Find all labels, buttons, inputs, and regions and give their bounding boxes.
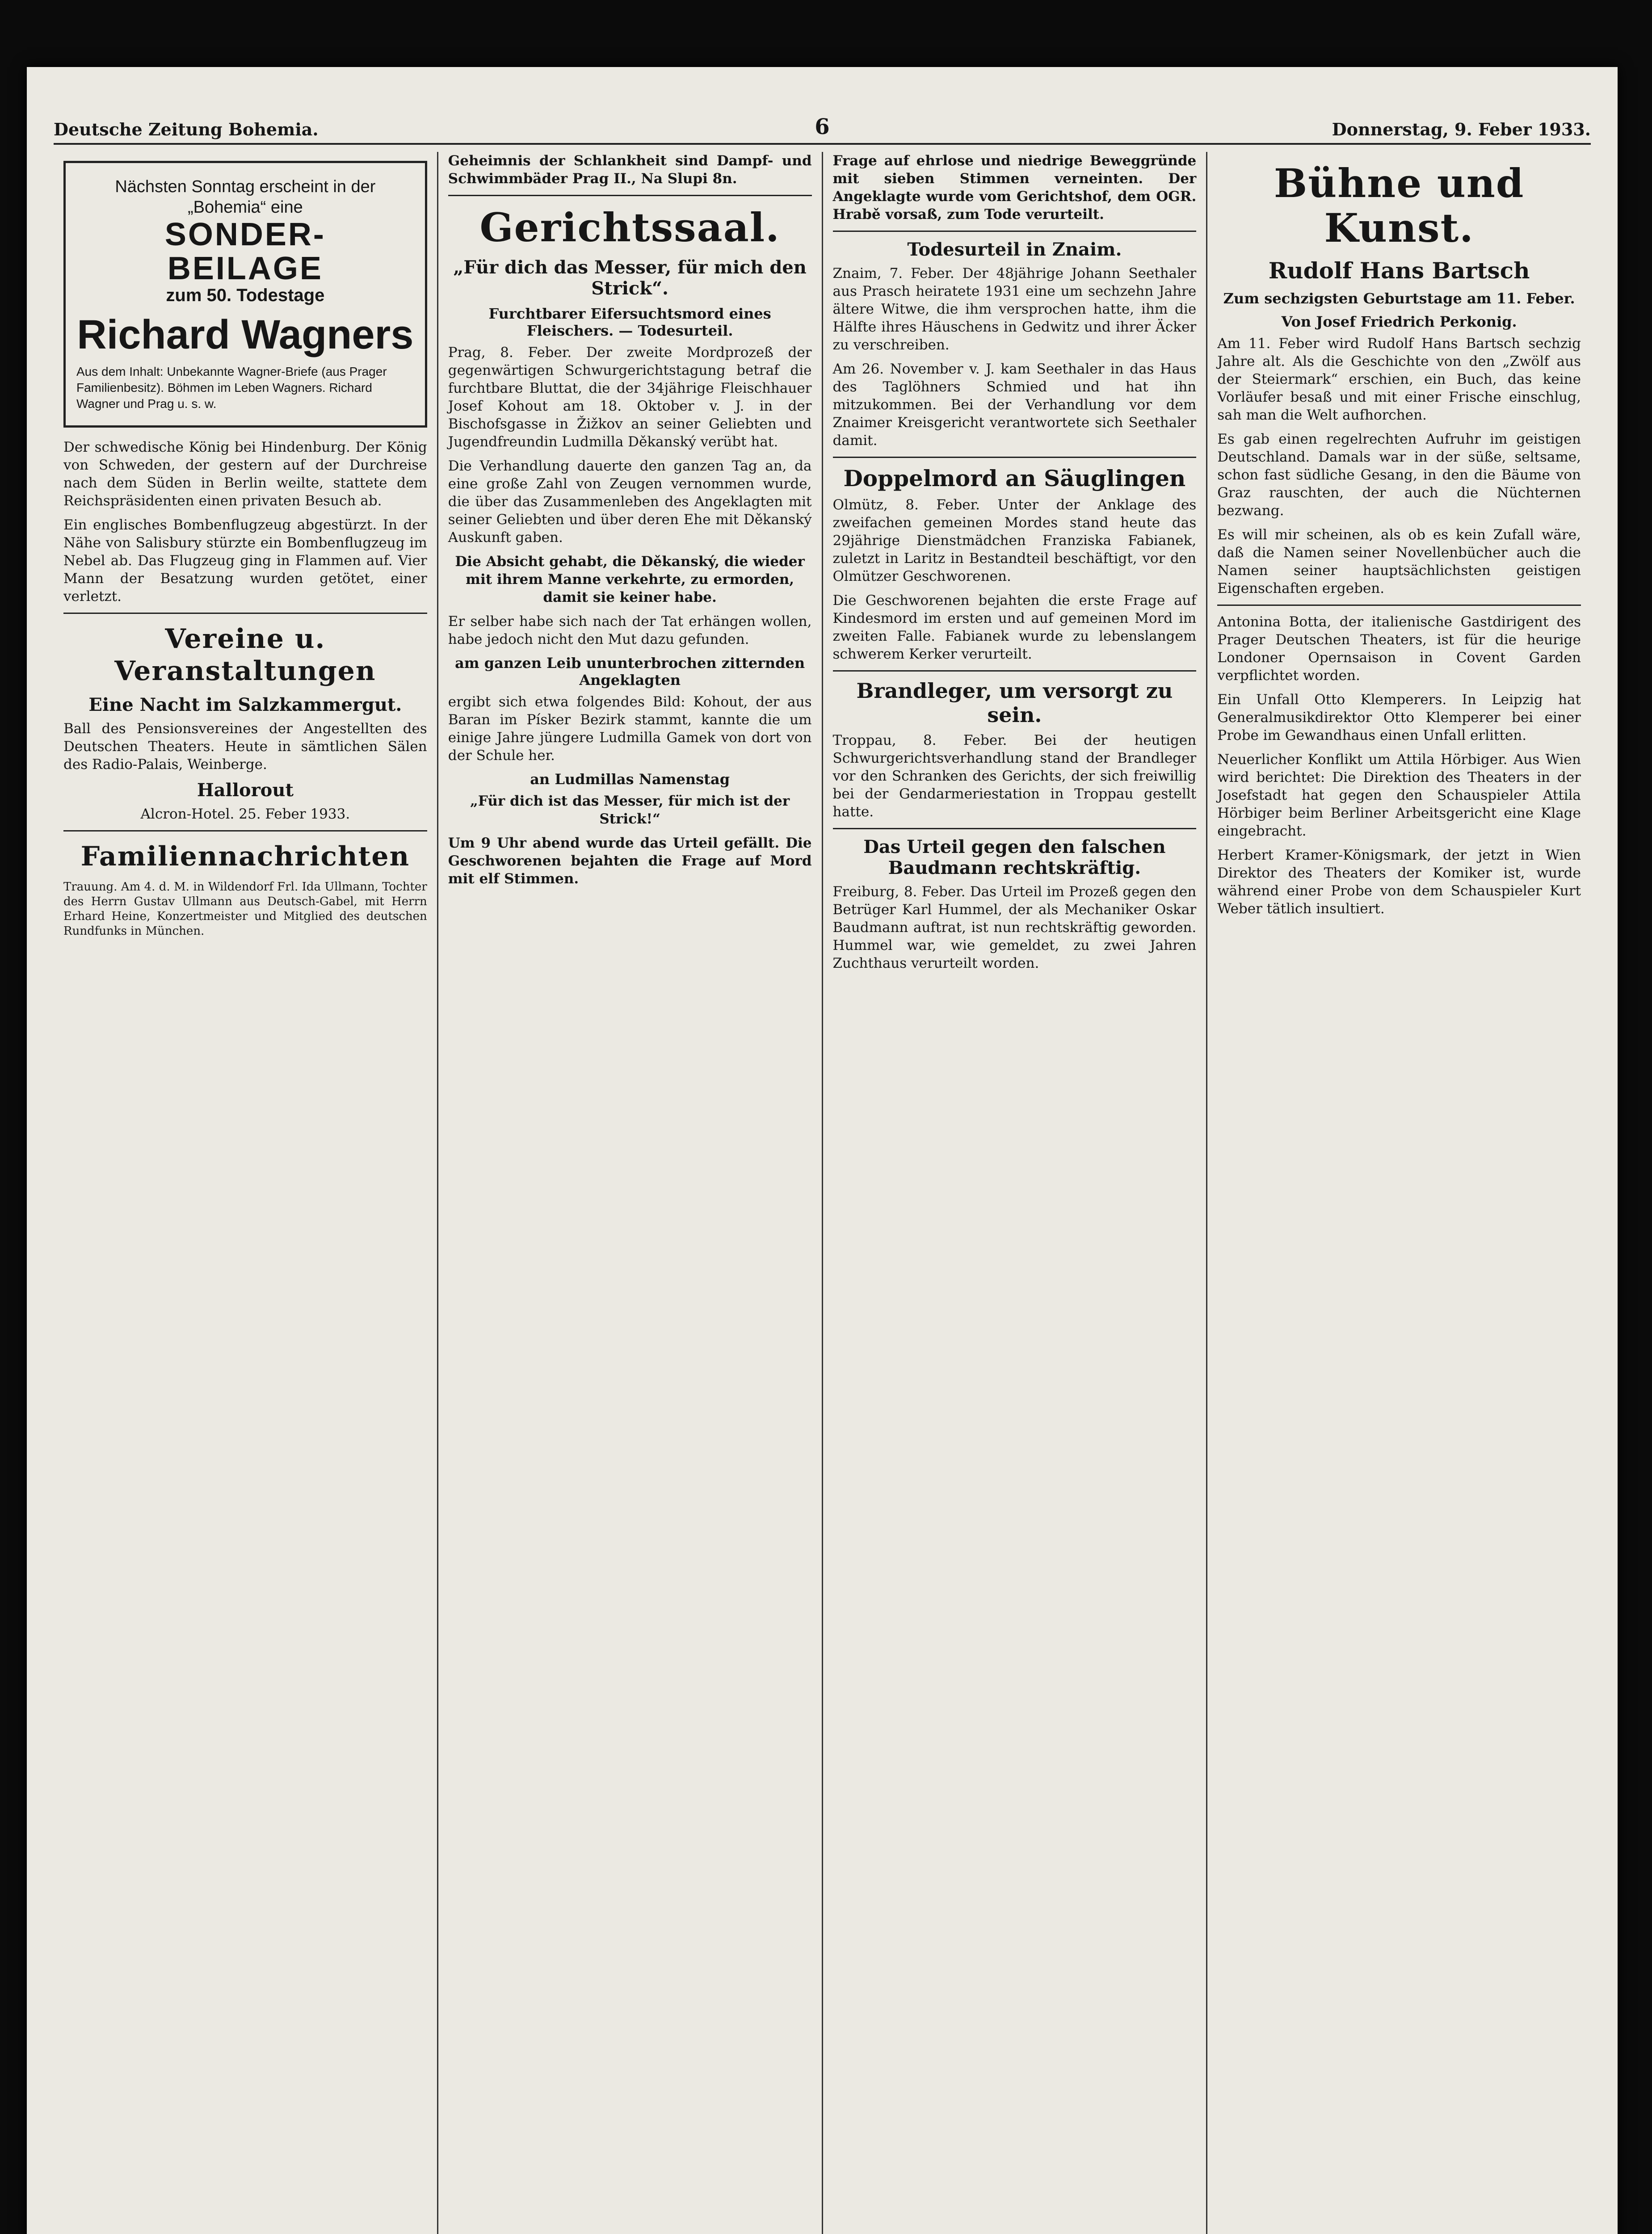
article-columns <box>54 152 1591 2234</box>
ad-contents: Aus dem Inhalt: Unbekannte Wagner-Briefe (aus Prager Familienbesitz). Böhmen im Leben Wagners. Richard Wagner und Prag u. s. w. <box>76 365 387 411</box>
verdict-continuation: Frage auf ehrlose und niedrige Beweggründe mit sieben Stimmen verneinten. Der Angeklagte wurde vom Gerichtshof, dem OGR. Hrabě vorsaß, zum Tode verurteilt. <box>832 153 1197 223</box>
column-1 <box>54 152 438 2234</box>
ad-name: Richard Wagners <box>77 312 414 357</box>
ad-headline-1: SONDER- <box>164 217 326 252</box>
arson-headline: Brandleger, um versorgt zu sein. <box>856 679 1173 727</box>
news-swedish-king: Der schwedische König bei Hindenburg. Der König von Schweden, der gestern auf der Durchreise nach dem Süden in Berlin weilte, stattete dem Reichspräsidenten einen privaten Besuch ab. <box>63 439 427 509</box>
ad-subline: zum 50. Todestage <box>166 286 325 305</box>
court-text-3: Er selber habe sich nach der Tat erhängen wollen, habe jedoch nicht den Mut dazu gefunden. <box>448 613 812 647</box>
hoerbiger-notice: Neuerlicher Konflikt um Attila Hörbiger. Aus Wien wird berichtet: Die Direktion des Theaters in der Josefstadt hat gegen den Schauspieler Attila Hörbiger beim Berliner Arbeitsgericht eine Klage eingebracht. <box>1217 752 1581 839</box>
bartsch-author: Von Josef Friedrich Perkonig. <box>1281 313 1517 330</box>
infanticide-text-2: Die Geschworenen bejahten die erste Frage auf Kindesmord im ersten und auf gemeinen Mord im zweiten Falle. Fabianek wurde zu lebenslangem schwerem Kerker verurteilt. <box>832 592 1197 662</box>
bartsch-text-2: Es gab einen regelrechten Aufruhr im geistigen Deutschland. Damals war in der süße, seltsame, schon fast südliche Gesang, in den die Bäume von Graz rauschten, der auch die Nüchternen bezwang. <box>1217 431 1581 519</box>
masthead-title: Deutsche Zeitung Bohemia. <box>54 119 319 139</box>
znaim-text-1: Znaim, 7. Feber. Der 48jährige Johann Seethaler aus Prasch heiratete 1931 eine um sechzehn Jahre ältere Witwe, die ihm versprochen hatte, ihm die Hälfte ihres Häuschens in Gedwitz und ihrer Äcker zu verschreiben. <box>832 265 1197 353</box>
court-quote-2: „Für dich ist das Messer, für mich ist der Strick!“ <box>470 793 790 827</box>
event-alcron-text: Alcron-Hotel. 25. Feber 1933. <box>140 806 350 822</box>
bath-ad: Geheimnis der Schlankheit sind Dampf- und Schwimmbäder Prag II., Na Slupi 8n. <box>448 153 812 187</box>
infanticide-headline: Doppelmord an Säuglingen <box>843 465 1186 491</box>
divider <box>63 613 427 614</box>
court-quote: Die Absicht gehabt, die Děkanský, die wieder mit ihrem Manne verkehrte, zu ermorden, damit sie keiner habe. <box>455 554 805 605</box>
page-header <box>54 112 1591 145</box>
divider <box>1217 605 1581 606</box>
court-subheadline: Furchtbarer Eifersuchtsmord eines Fleischers. — Todesurteil. <box>488 305 771 339</box>
court-subheading-3: an Ludmillas Namenstag <box>530 771 730 788</box>
ad-intro: Nächsten Sonntag erscheint in der „Bohemia“ eine <box>115 177 376 217</box>
section-family-title: Familiennachrichten <box>80 841 410 872</box>
column-4 <box>1207 152 1591 2234</box>
arson-text: Troppau, 8. Feber. Bei der heutigen Schwurgerichtsverhandlung stand der Brandleger vor den Schranken des Gerichts, der sich freiwillig bei der Gendarmeriestation in Troppau gestellt hatte. <box>832 732 1197 820</box>
court-text-1: Prag, 8. Feber. Der zweite Mordprozeß der gegenwärtigen Schwurgerichtstagung betraf die furchtbare Bluttat, die der 34jährige Fleischhauer Josef Kohout am 18. Oktober v. J. in der Bischofsgasse in Žižkov an seiner Geliebten und Jugendfreundin Ludmilla Děkanský verübt hat. <box>448 344 812 450</box>
znaim-text-2: Am 26. November v. J. kam Seethaler in das Haus des Taglöhners Schmied und hat ihn mitzukommen. Bei der Verhandlung vor dem Znaimer Kreisgericht verantwortete sich Seethaler damit. <box>832 361 1197 449</box>
newspaper-page <box>27 67 1618 2234</box>
column-2 <box>438 152 823 2234</box>
column-3 <box>823 152 1208 2234</box>
court-headline: „Für dich das Messer, für mich den Strick“. <box>453 257 807 299</box>
page-number: 6 <box>815 114 830 139</box>
court-text-2: Die Verhandlung dauerte den ganzen Tag an, da eine große Zahl von Zeugen vernommen wurde, die über das Zusammenleben des Angeklagten mit seiner Geliebten und über deren Ehe mit Děkanský Auskunft gaben. <box>448 458 812 546</box>
infanticide-text-1: Olmütz, 8. Feber. Unter der Anklage des zweifachen gemeinen Mordes stand heute das 29jährige Dienstmädchen Franziska Fabianek, zuletzt in Laritz in Bestandteil beschäftigt, vor den Olmützer Geschworenen. <box>832 497 1197 584</box>
divider <box>833 828 1197 829</box>
bartsch-subheadline: Zum sechzigsten Geburtstage am 11. Feber. <box>1223 290 1575 307</box>
court-subheading-2: am ganzen Leib ununterbrochen zitternden Angeklagten <box>455 655 805 689</box>
znaim-headline: Todesurteil in Znaim. <box>907 239 1122 260</box>
wagner-ad <box>63 161 427 428</box>
bartsch-text-1: Am 11. Feber wird Rudolf Hans Bartsch sechzig Jahre alt. Als die Geschichte von den „Zwölf aus der Steiermark“ erschien, ein Buch, das keine Vorläufer besaß und mit einer Frische einschlug, sah man die Welt aufhorchen. <box>1217 336 1581 423</box>
issue-date: Donnerstag, 9. Feber 1933. <box>1332 119 1591 139</box>
event-salzkammergut: Eine Nacht im Salzkammergut. <box>88 694 402 715</box>
baudmann-headline: Das Urteil gegen den falschen Baudmann rechtskräftig. <box>863 836 1166 878</box>
section-events-title: Vereine u. Veranstaltungen <box>114 623 376 687</box>
divider <box>63 830 427 831</box>
bartsch-headline: Rudolf Hans Bartsch <box>1268 257 1530 284</box>
divider <box>833 457 1197 458</box>
divider <box>448 195 812 196</box>
section-court-title: Gerichtssaal. <box>479 204 780 251</box>
bartsch-text-3: Es will mir scheinen, als ob es kein Zufall wäre, daß die Namen seiner Novellenbücher auch die Namen seiner hauptsächlichsten geistigen Eigenschaften ergeben. <box>1217 527 1581 596</box>
divider <box>833 231 1197 232</box>
divider <box>833 670 1197 672</box>
klemperer-notice: Ein Unfall Otto Klemperers. In Leipzig hat Generalmusikdirektor Otto Klemperer bei einer Probe im Gewandhaus einen Unfall erlitten. <box>1217 692 1581 743</box>
event-ball-text: Ball des Pensionsvereines der Angestellten des Deutschen Theaters. Heute in sämtlichen Sälen des Radio-Palais, Weinberge. <box>63 721 427 773</box>
ad-headline-2: BEILAGE <box>167 251 323 286</box>
botta-notice: Antonina Botta, der italienische Gastdirigent des Prager Deutschen Theaters, ist für die heurige Londoner Opernsaison in Covent Garden verpflichtet worden. <box>1217 614 1581 684</box>
family-notice-text: Trauung. Am 4. d. M. in Wildendorf Frl. Ida Ullmann, Tochter des Herrn Gustav Ullmann aus Deutsch-Gabel, mit Herrn Erhard Heine, Konzertmeister und Mitglied des deutschen Rundfunks in München. <box>63 880 427 938</box>
news-bomber-crash: Ein englisches Bombenflugzeug abgestürzt. In der Nähe von Salisbury stürzte ein Bombenflugzeug im Nebel ab. Das Flugzeug ging in Flammen auf. Vier Mann der Besatzung wurden getötet, einer verletzt. <box>63 517 427 605</box>
kramer-notice: Herbert Kramer-Königsmark, der jetzt in Wien Direktor des Theaters der Komiker ist, wurde während einer Probe von dem Schauspieler Kurt Weber tätlich insultiert. <box>1217 847 1581 917</box>
baudmann-text: Freiburg, 8. Feber. Das Urteil im Prozeß gegen den Betrüger Karl Hummel, der als Mechaniker Oskar Baudmann auftrat, ist nun rechtskräftig geworden. Hummel war, wie gemeldet, zu zwei Jahren Zuchthaus verurteilt worden. <box>832 884 1197 971</box>
court-verdict: Um 9 Uhr abend wurde das Urteil gefällt. Die Geschworenen bejahten die Frage auf Mord mit elf Stimmen. <box>448 835 812 887</box>
section-stage-title: Bühne und Kunst. <box>1274 160 1525 251</box>
event-hallorout: Hallorout <box>197 780 294 801</box>
court-text-4: ergibt sich etwa folgendes Bild: Kohout, der aus Baran im Písker Bezirk stammt, kannte die um einige Jahre jüngere Ludmilla Gamek von dort von der Schule her. <box>448 694 812 764</box>
